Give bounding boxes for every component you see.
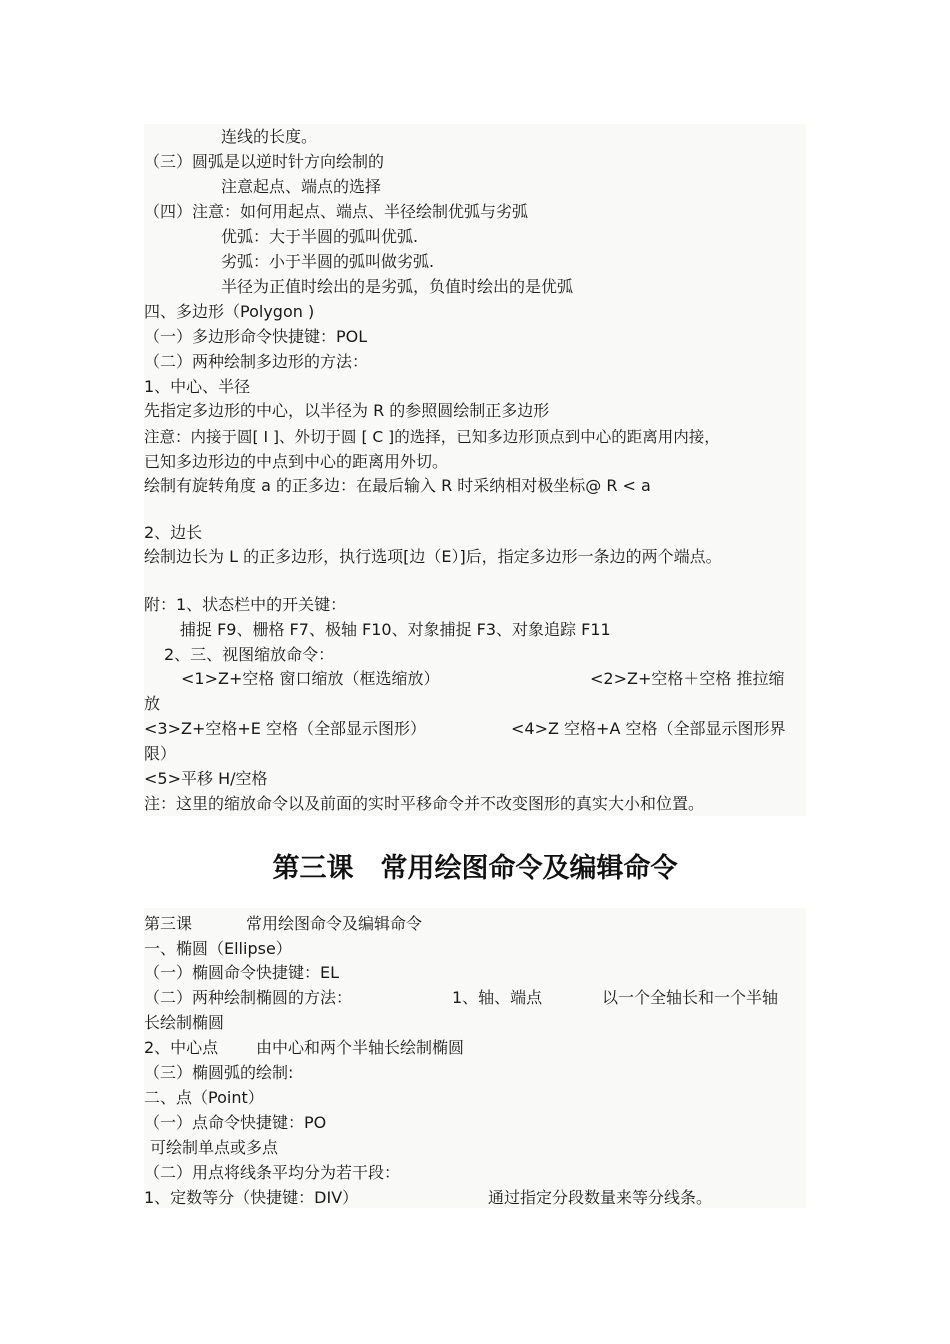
text-line: <4>Z 空格+A 空格（全部显示图形界 [511, 719, 786, 738]
text-line: （二）两种绘制椭圆的方法： [144, 988, 353, 1007]
text-line: 注意：内接于圆[ I ]、外切于圆 [ C ]的选择，已知多边形顶点到中心的距离用内接， [144, 428, 720, 446]
text-block-lesson3 [144, 908, 806, 1208]
lesson-heading: 第三课 常用绘图命令及编辑命令 [272, 853, 678, 884]
text-line: <1>Z+空格 窗口缩放（框选缩放） [181, 669, 440, 688]
text-line: 1、轴、端点 [452, 988, 543, 1007]
text-line: 已知多边形边的中点到中心的距离用外切。 [144, 452, 449, 471]
text-line: 绘制有旋转角度 a 的正多边：在最后输入 R 时采纳相对极坐标@ R < a [144, 476, 651, 495]
text-block-polygon [144, 124, 806, 816]
text-line: <2>Z+空格＋空格 推拉缩 [590, 669, 785, 688]
text-line: 长绘制椭圆 [144, 1013, 225, 1032]
text-line: 放 [144, 694, 161, 713]
text-line: 先指定多边形的中心，以半径为 R 的参照圆绘制正多边形 [144, 401, 550, 420]
text-line: 二、点（Point） [144, 1088, 264, 1107]
text-line: 限） [144, 744, 177, 763]
text-line: 第三课 [144, 914, 193, 933]
text-line: 2、三、视图缩放命令： [164, 645, 335, 664]
text-line: 绘制边长为 L 的正多边形，执行选项[边（E）]后，指定多边形一条边的两个端点。 [144, 547, 722, 566]
text-line: 常用绘图命令及编辑命令 [246, 914, 423, 933]
text-line: （一）椭圆命令快捷键：EL [144, 963, 340, 982]
text-line: （一）多边形命令快捷键：POL [144, 327, 368, 346]
text-line: 附：1、状态栏中的开关键： [144, 595, 347, 614]
text-line: 捕捉 F9、栅格 F7、极轴 F10、对象捕捉 F3、对象追踪 F11 [180, 620, 611, 639]
text-line: 1、中心、半径 [144, 377, 251, 396]
text-line: 优弧：大于半圆的弧叫优弧. [221, 227, 419, 246]
text-line: 注：这里的缩放命令以及前面的实时平移命令并不改变图形的真实大小和位置。 [144, 794, 705, 813]
text-line: <3>Z+空格+E 空格（全部显示图形） [144, 719, 426, 738]
text-line: 四、多边形（Polygon ) [144, 302, 315, 321]
text-line: 半径为正值时绘出的是劣弧，负值时绘出的是优弧 [221, 277, 574, 296]
text-line: 注意起点、端点的选择 [221, 177, 382, 196]
text-line: 1、定数等分（快捷键：DIV） [144, 1188, 359, 1207]
text-line: （一）点命令快捷键：PO [144, 1113, 327, 1132]
text-line: （三）椭圆弧的绘制: [144, 1063, 294, 1082]
text-line: <5>平移 H/空格 [144, 769, 268, 788]
text-line: 由中心和两个半轴长绘制椭圆 [256, 1038, 465, 1057]
text-line: 一、椭圆（Ellipse） [144, 939, 292, 958]
text-line: （二）用点将线条平均分为若干段： [144, 1163, 401, 1182]
text-line: 2、边长 [144, 523, 203, 542]
text-line: （二）两种绘制多边形的方法： [144, 352, 369, 371]
text-line: 通过指定分段数量来等分线条。 [488, 1188, 713, 1207]
text-line: 2、中心点 [144, 1038, 219, 1057]
text-line: 劣弧：小于半圆的弧叫做劣弧. [221, 252, 435, 271]
text-line: 以一个全轴长和一个半轴 [602, 988, 779, 1007]
text-line: 可绘制单点或多点 [150, 1138, 279, 1157]
text-line: （四）注意：如何用起点、端点、半径绘制优弧与劣弧 [144, 202, 529, 221]
text-line: 连线的长度。 [221, 127, 318, 146]
text-line: （三）圆弧是以逆时针方向绘制的 [144, 152, 385, 171]
